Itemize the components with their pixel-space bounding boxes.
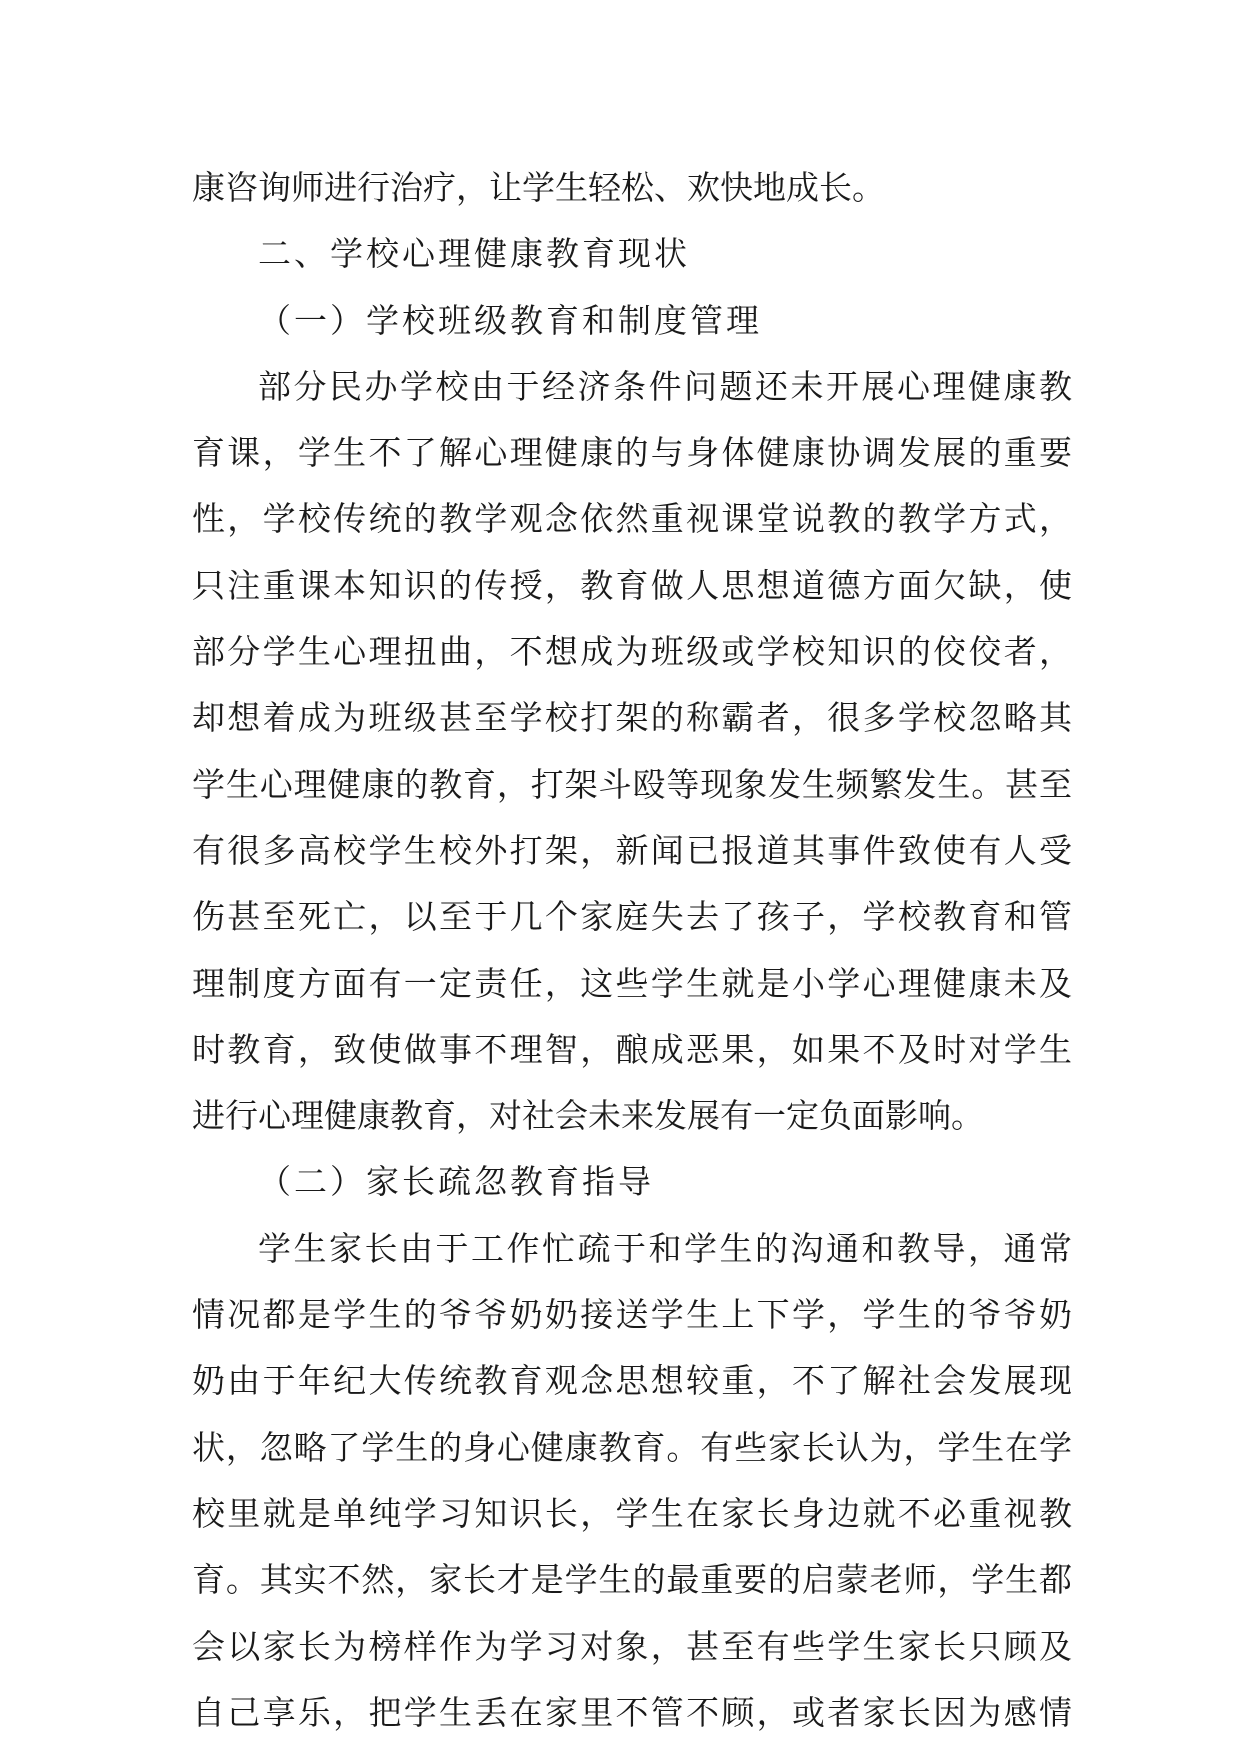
paragraph-line: 会以家长为榜样作为学习对象，甚至有些学生家长只顾及 bbox=[192, 1626, 1072, 1666]
subsection-heading: （一）学校班级教育和制度管理 bbox=[258, 300, 762, 340]
paragraph-line: 育。其实不然，家长才是学生的最重要的启蒙老师，学生都 bbox=[192, 1560, 1072, 1600]
paragraph-line: 进行心理健康教育，对社会未来发展有一定负面影响。 bbox=[192, 1096, 984, 1136]
section-heading: 二、学校心理健康教育现状 bbox=[258, 234, 690, 274]
paragraph-line: 康咨询师进行治疗，让学生轻松、欢快地成长。 bbox=[192, 168, 885, 207]
paragraph-line: 育课，学生不了解心理健康的与身体健康协调发展的重要 bbox=[192, 433, 1072, 473]
paragraph-line: 奶由于年纪大传统教育观念思想较重，不了解社会发展现 bbox=[192, 1361, 1072, 1401]
paragraph-line: 只注重课本知识的传授，教育做人思想道德方面欠缺，使 bbox=[192, 565, 1072, 605]
body-text bbox=[192, 155, 1072, 1746]
paragraph-line: 理制度方面有一定责任，这些学生就是小学心理健康未及 bbox=[192, 963, 1072, 1003]
paragraph-line: 时教育，致使做事不理智，酿成恶果，如果不及时对学生 bbox=[192, 1029, 1072, 1069]
paragraph-line: 部分学生心理扭曲，不想成为班级或学校知识的佼佼者， bbox=[192, 632, 1072, 672]
paragraph-line: 校里就是单纯学习知识长，学生在家长身边就不必重视教 bbox=[192, 1493, 1072, 1533]
paragraph-line: 性，学校传统的教学观念依然重视课堂说教的教学方式， bbox=[192, 499, 1072, 539]
subsection-heading: （二）家长疏忽教育指导 bbox=[258, 1162, 654, 1202]
paragraph-line: 学生家长由于工作忙疏于和学生的沟通和教导，通常 bbox=[258, 1228, 1072, 1268]
paragraph-line: 学生心理健康的教育，打架斗殴等现象发生频繁发生。甚至 bbox=[192, 764, 1072, 804]
paragraph-line: 伤甚至死亡，以至于几个家庭失去了孩子，学校教育和管 bbox=[192, 897, 1072, 937]
paragraph-line: 状，忽略了学生的身心健康教育。有些家长认为，学生在学 bbox=[192, 1427, 1072, 1467]
paragraph-line: 自己享乐，把学生丢在家里不管不顾，或者家长因为感情 bbox=[192, 1692, 1072, 1732]
paragraph-line: 情况都是学生的爷爷奶奶接送学生上下学，学生的爷爷奶 bbox=[192, 1295, 1072, 1335]
paragraph-line: 却想着成为班级甚至学校打架的称霸者，很多学校忽略其 bbox=[192, 698, 1072, 738]
paragraph-line: 部分民办学校由于经济条件问题还未开展心理健康教 bbox=[258, 366, 1072, 406]
paragraph-line: 有很多高校学生校外打架，新闻已报道其事件致使有人受 bbox=[192, 830, 1072, 870]
